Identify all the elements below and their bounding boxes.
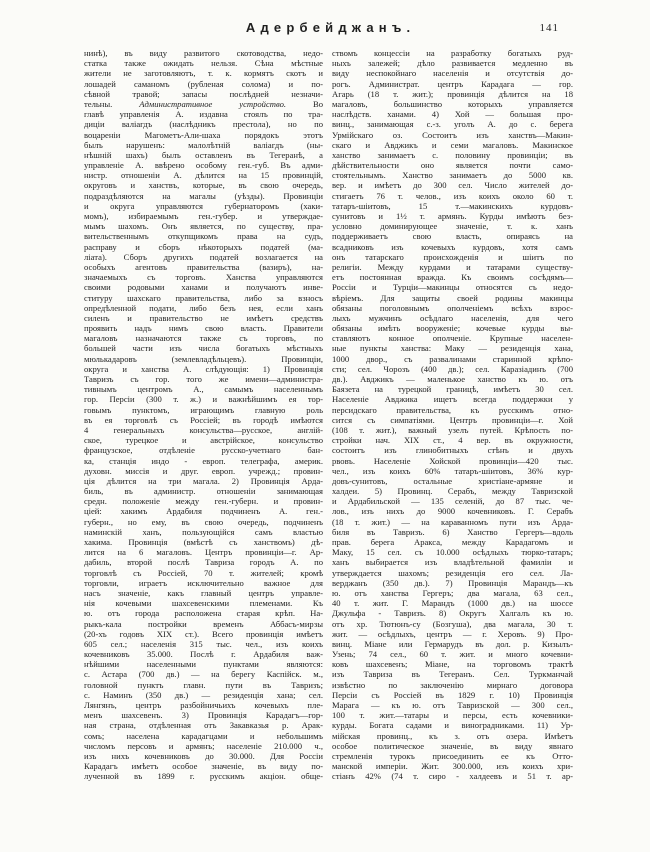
text-line: подраздѣляются на магалы (уѣзды). Провинціи (84, 190, 323, 201)
text-line: (18 т. жит.) — на караванномъ пути изъ Арда- (332, 516, 573, 527)
text-line: магаловъ назначаются также съ торговъ, по (84, 333, 323, 344)
text-line: изъ Тавриза въ Тегеранъ. Сел. Туркманчай (332, 669, 573, 680)
text-line: 1000 двор., съ развалинами старинной крѣпо- (332, 353, 573, 364)
text-line: своими родовыми ханами и получаютъ инве- (84, 282, 323, 293)
text-line: тивнымъ центромъ А., самымъ населеннымъ (84, 384, 323, 395)
text-line: стремленія турокъ присоединить ее къ Отто- (332, 750, 573, 761)
text-line: округовъ и ханствъ, которые, въ свою очередь, (84, 180, 323, 191)
text-line: сунитовъ и 1½ т. армянъ. Курды имѣютъ без- (332, 211, 573, 221)
text-line: нія кочевыми шахсевенскими племенами. Къ (84, 598, 323, 609)
text-columns (84, 48, 573, 782)
text-line: чел., изъ коихъ 60% татаръ-шіитовъ, 36% кур- (332, 465, 573, 476)
text-line: скаго и Авджикъ и семи магаловъ. Макинское (332, 139, 573, 150)
text-line: магаловъ, большинство которыхъ управляется (332, 98, 573, 109)
text-line: торговли, играетъ исключительно важное для (84, 577, 323, 588)
text-line: средн. положеніе между ген.-губерн. и провин- (84, 496, 323, 507)
text-line: извѣстно по заключенію мирнаго договора (332, 679, 573, 690)
text-line: (108 т. жит.), важный узелъ путей. Крѣпость по- (332, 424, 573, 435)
text-line: Лянгянъ, центръ разбойничьихъ кочевыхъ пле- (84, 700, 323, 710)
text-line: ные пункты ханства: Маку — резиденція хана, (332, 343, 573, 354)
text-line: рвовъ. Населеніе Хойской провинціи—420 тыс. (332, 455, 573, 466)
text-line: ная страна, отдѣленная отъ Закавказья р. Арак- (84, 720, 323, 731)
text-line: дабиль, второй послѣ Тавриза городъ А. по (84, 557, 323, 568)
text-line: ханъ выбирается изъ владѣтельной фамиліи и (332, 557, 573, 568)
text-line: мійская провинц., къ з. отъ озера. Имѣетъ (332, 730, 573, 741)
text-line: и Ардабильской — 135 селеній, до 87 тыс. че- (332, 496, 573, 507)
text-line: рыкъ-кала постройки временъ Аббасъ-мирзы (84, 618, 323, 629)
text-line: Урмійскаго оз. Состоитъ изъ ханствъ—Макин- (332, 129, 573, 140)
text-line: опредѣленной подати, либо безъ нея, если ханъ (84, 302, 323, 313)
text-line: кочевниковъ 35.000. Послѣ г. Ардабиля важ- (84, 649, 323, 660)
text-line: нинѣ), въ виду развитого скотоводства, недо- (84, 48, 323, 58)
text-line: ставляютъ конное ополченіе. Крупные населен- (332, 333, 573, 344)
text-line: Джульфа - Тавризъ. 8) Округъ Халгалъ къ ю. (332, 608, 573, 619)
text-line: духовн. миссія и друг. европ. учрежд.; провин- (84, 465, 323, 476)
text-line: вительственнымъ откупщикомъ права на судъ, (84, 231, 323, 242)
text-line: онъ татарскаго происхожденія и шіитъ по (332, 251, 573, 262)
text-line: наминскій ханъ, пользующійся самъ властью (84, 526, 323, 537)
text-line: состоитъ изъ глинобитныхъ стѣнъ и двухъ (332, 445, 573, 456)
text-line: ю. отъ города расположена старая крѣп. На- (84, 608, 323, 619)
text-line: гор. Персіи (300 т. ж.) и важнѣйшимъ ея тор- (84, 394, 323, 405)
text-line: биля въ Тавризъ. 6) Ханство Гергеръ—вдоль (332, 526, 573, 537)
text-line: сти; сел. Чорозъ (400 дв.); сел. Каразіадинъ (700 (332, 363, 573, 374)
text-line: жит. — осѣдлыхъ, центръ — г. Херовъ. 9) Про- (332, 628, 573, 639)
text-line: Маку, 15 сел. съ 10.000 осѣдлыхъ тюрко-татаръ; (332, 547, 573, 558)
text-line: дв.). Авджикъ — маленькое ханство къ ю. отъ (332, 374, 573, 384)
text-line: стіанъ 42% (74 т. сиро - халдеевъ и 51 т. ар- (332, 771, 573, 782)
text-line: вер. и имѣетъ до 300 сел. Число жителей до- (332, 180, 573, 191)
text-line: момъ), избираемымъ ген.-губер. и утверждае- (84, 211, 323, 221)
text-line: манской имперіи. Жит. 300.000, изъ коихъ хри- (332, 761, 573, 772)
running-header (84, 20, 572, 38)
text-line: хакима. Провинція (вмѣстѣ съ ханствомъ) дѣ- (84, 537, 323, 547)
text-line: поддерживаетъ свою власть, опираясь на (332, 231, 573, 242)
text-line: Населеніе Авджика ищетъ всегда поддержки у (332, 394, 573, 405)
text-line: с. Астара (700 дв.) — на берегу Каспійск. м., (84, 669, 323, 680)
text-line: 40 т. жит. Г. Марандъ (1000 дв.) на шоссе (332, 598, 573, 609)
text-line: прав. берега Аракса, между Карадагомъ и (332, 537, 573, 547)
text-line: особое политическое значеніе, въ виду явнаго (332, 740, 573, 751)
text-line: рогъ. Администрат. центръ Карадага — гор. (332, 78, 573, 89)
text-line: главѣ управленія А. издавна стоялъ по тра- (84, 109, 323, 120)
text-line: въ ея торговлѣ съ Россіей; въ городѣ имѣются (84, 414, 323, 425)
text-line: статка также ожидать нельзя. Сѣна мѣстные (84, 58, 323, 69)
page-number: 141 (539, 22, 559, 34)
text-line: стройки нач. XIX ст., 4 вер. въ окружности, (332, 435, 573, 446)
text-line: наслѣдств. ханами. 4) Хой — большая про- (332, 109, 573, 120)
text-line: лученной въ 1899 г. русскимъ акціон. обще- (84, 771, 323, 782)
text-line: сѣвной травой; запасы послѣдней незначи- (84, 88, 323, 99)
text-line: торговлѣ съ Россіей, 70 т. жителей; кромѣ (84, 567, 323, 578)
text-line: силенъ и правительство не имѣетъ средствъ (84, 312, 323, 323)
text-line: особыхъ агентовъ правительства (вазиръ), на- (84, 261, 323, 272)
text-line: воцареніи Магометъ-Али-шаха порядокъ этотъ (84, 129, 323, 140)
text-line: биль, въ администр. отношеніи занимающая (84, 486, 323, 497)
text-line: и округа управляются губернаторомъ (хаки- (84, 200, 323, 211)
text-line: Карадагъ имѣетъ особое значеніе, въ виду по- (84, 761, 323, 772)
text-line: ю. отъ ханства Гергеръ; два магала, 63 сел., (332, 587, 573, 598)
text-line: Марага — къ ю. отъ Тавризской — 300 сел., (332, 700, 573, 710)
text-line: Агарь (18 т. жит.); провинція дѣлится на 18 (332, 88, 573, 99)
text-line: насъ значеніе, какъ главный центръ управле- (84, 587, 323, 598)
text-line: халдеи. 5) Провинц. Серабъ, между Тавризской (332, 486, 573, 497)
text-line: числомъ персовъ и армянъ; населеніе 210.000 ч., (84, 740, 323, 751)
text-line: мюлькадаровъ (землевладѣльцевъ). Провинціи, (84, 353, 323, 364)
text-line: губерн., но ему, въ свою очередь, подчиненъ (84, 516, 323, 527)
text-line: ханство занимаетъ с. половину провинціи; въ (332, 149, 573, 160)
text-line: курды. Богата садами и виноградниками. 11) Ур- (332, 720, 573, 731)
text-line: Россіи и Турціи—макинцы относятся съ недо- (332, 282, 573, 293)
text-line: расправу и сборъ нѣкоторыхъ податей (ма- (84, 241, 323, 252)
text-line: проявить надъ нимъ свою власть. Правители (84, 323, 323, 334)
text-line: 605 сел.; населенія 315 тыс. чел., изъ коихъ (84, 638, 323, 649)
text-line: обязаны поголовнымъ ополченіемъ всѣхъ взрос- (332, 302, 573, 313)
text-line: стоятельнымъ. Ханство занимаетъ до 5000 кв. (332, 170, 573, 181)
text-line: ковъ шахсевенъ; Міане, на торговомъ трактѣ (332, 659, 573, 670)
text-line: нѣйшими населенными пунктами являются: (84, 659, 323, 670)
text-line: всадниковъ изъ кочевыхъ курдовъ, хотя самъ (332, 241, 573, 252)
text-line: нѣшній шахъ) былъ оставленъ въ Тегеранѣ, а (84, 149, 323, 160)
text-line: лошадей саманомъ (рубленая солома) и по- (84, 78, 323, 89)
text-line: 4 генеральныхъ консульства—русское, англій- (84, 424, 323, 435)
text-line: лыхъ мужчинъ осѣдлаго населенія, для чего (332, 312, 573, 323)
text-line: управленіе А. ввѣрено особому ген.-губ. Въ адми- (84, 160, 323, 171)
text-line: округа и ханства А. слѣдующія: 1) Провинція (84, 363, 323, 374)
text-line: ныхъ залежей; дѣло развивается медленно въ (332, 58, 573, 69)
text-line: довъ-сунитовъ, остальные христіане-армяне и (332, 475, 573, 486)
text-line: менъ шахсевенъ. 3) Провинція Карадагъ—гор- (84, 710, 323, 721)
column-right (332, 48, 573, 782)
text-line: виду неспокойнаго населенія и отсутствія до- (332, 68, 573, 79)
italic-heading: Административное устройство. (139, 98, 287, 109)
text-line: винц., занимающая с.-з. уголъ А. до с. берега (332, 119, 573, 130)
text-line: лов., изъ нихъ до 9000 кочевниковъ. Г. Серабъ (332, 506, 573, 517)
text-line: винц. Міане или Гермарудъ въ дол. р. Кизылъ- (332, 638, 573, 649)
text-line: (20-хъ годовъ XIX ст.). Всего провинція имѣетъ (84, 628, 323, 639)
text-line: етъ постоянная вражда. Къ своимъ сосѣдямъ— (332, 272, 573, 283)
text-line: значаемыхъ съ торговъ. Ханства управляются (84, 272, 323, 283)
text-line: Баязета на турецкой границѣ, имѣетъ 30 сел. (332, 384, 573, 395)
text-line: ліата). Сборъ другихъ податей возлагается на (84, 251, 323, 262)
text-line: стигаетъ 76 т. челов., изъ коихъ около 60 т. (332, 190, 573, 201)
text-line: верджанъ (350 дв.). 7) Провинція Марандъ—къ (332, 577, 573, 588)
text-line: персидскаго правительства, къ русскимъ отно- (332, 404, 573, 415)
page-title: Адербейджанъ. (245, 20, 416, 35)
text-line: изъ нихъ кочевниковъ до 30.000. Для Россіи (84, 750, 323, 761)
text-line: обязаны имѣть вооруженіе; кочевые курды вы- (332, 323, 573, 334)
text-line: лится на 6 магаловъ. Центръ провинціи—г. Ар- (84, 547, 323, 558)
text-line: тельны. Административное устройство. Во (84, 98, 323, 109)
text-line: ствомъ концессіи на разработку богатыхъ руд- (332, 48, 573, 58)
text-line: вѣріемъ. Для защиты своей родины макинцы (332, 292, 573, 303)
text-line: ціей: хакимъ Ардабиля подчиненъ А. ген.- (84, 506, 323, 517)
text-line: говымъ пунктомъ, играющимъ главную роль (84, 404, 323, 415)
text-line: дѣйствительности оно является почти само- (332, 160, 573, 171)
text-line: сится съ симпатіями. Центръ провинціи—г. Хой (332, 414, 573, 425)
text-line: ка, станція индо - европ. телеграфа, америк. (84, 455, 323, 466)
column-left (84, 48, 323, 782)
text-line: былъ нарушенъ: малолѣтній валіагдъ (ны- (84, 139, 323, 150)
text-line: отъ хр. Тютюнъ-су (Бозгуша), два магала, 30 т. (332, 618, 573, 629)
text-line: 100 т. жит.—татары и персы, есть кочевники- (332, 710, 573, 721)
text-line: Узень; 74 сел., 60 т. жит. и много кочевни- (332, 649, 573, 660)
text-line: нистр. отношеніи А. дѣлится на 15 провинцій, (84, 170, 323, 181)
text-line: ституру шахскаго правительства, либо за взносъ (84, 292, 323, 303)
text-line: Тавризъ съ гор. того же имени—администра- (84, 374, 323, 384)
text-line: ское, турецкое и австрійское, консульство (84, 435, 323, 446)
text-line: татаръ-шіитовъ, 15 т.—макинскихъ курдовъ- (332, 200, 573, 211)
text-line: условно доминирующее значеніе, т. к. ханъ (332, 221, 573, 232)
text-line: с. Наминъ (350 дв.) — резиденція хана; сел. (84, 689, 323, 700)
text-line: головной пунктъ главн. пути въ Тавризъ; (84, 679, 323, 690)
text-line: жители не заготовляютъ, т. к. кормятъ скотъ и (84, 68, 323, 79)
text-line: мымъ шахомъ. Онъ является, по существу, пра- (84, 221, 323, 232)
text-line: религіи. Между курдами и татарами существу- (332, 261, 573, 272)
text-line: утверждается шахомъ; резиденція его сел. Ла- (332, 567, 573, 578)
text-line: большей части изъ числа богатыхъ мѣстныхъ (84, 343, 323, 354)
text-line: французское, отдѣленіе русско-учетнаго бан- (84, 445, 323, 456)
text-line: сомъ; населена карадагцами и небольшимъ (84, 730, 323, 741)
text-line: ція дѣлится на три магала. 2) Провинція Арда- (84, 475, 323, 486)
text-line: Персіи съ Россіей въ 1829 г. 10) Провинція (332, 689, 573, 700)
text-line: диціи валіагдъ (наслѣдникъ престола), но по (84, 119, 323, 130)
